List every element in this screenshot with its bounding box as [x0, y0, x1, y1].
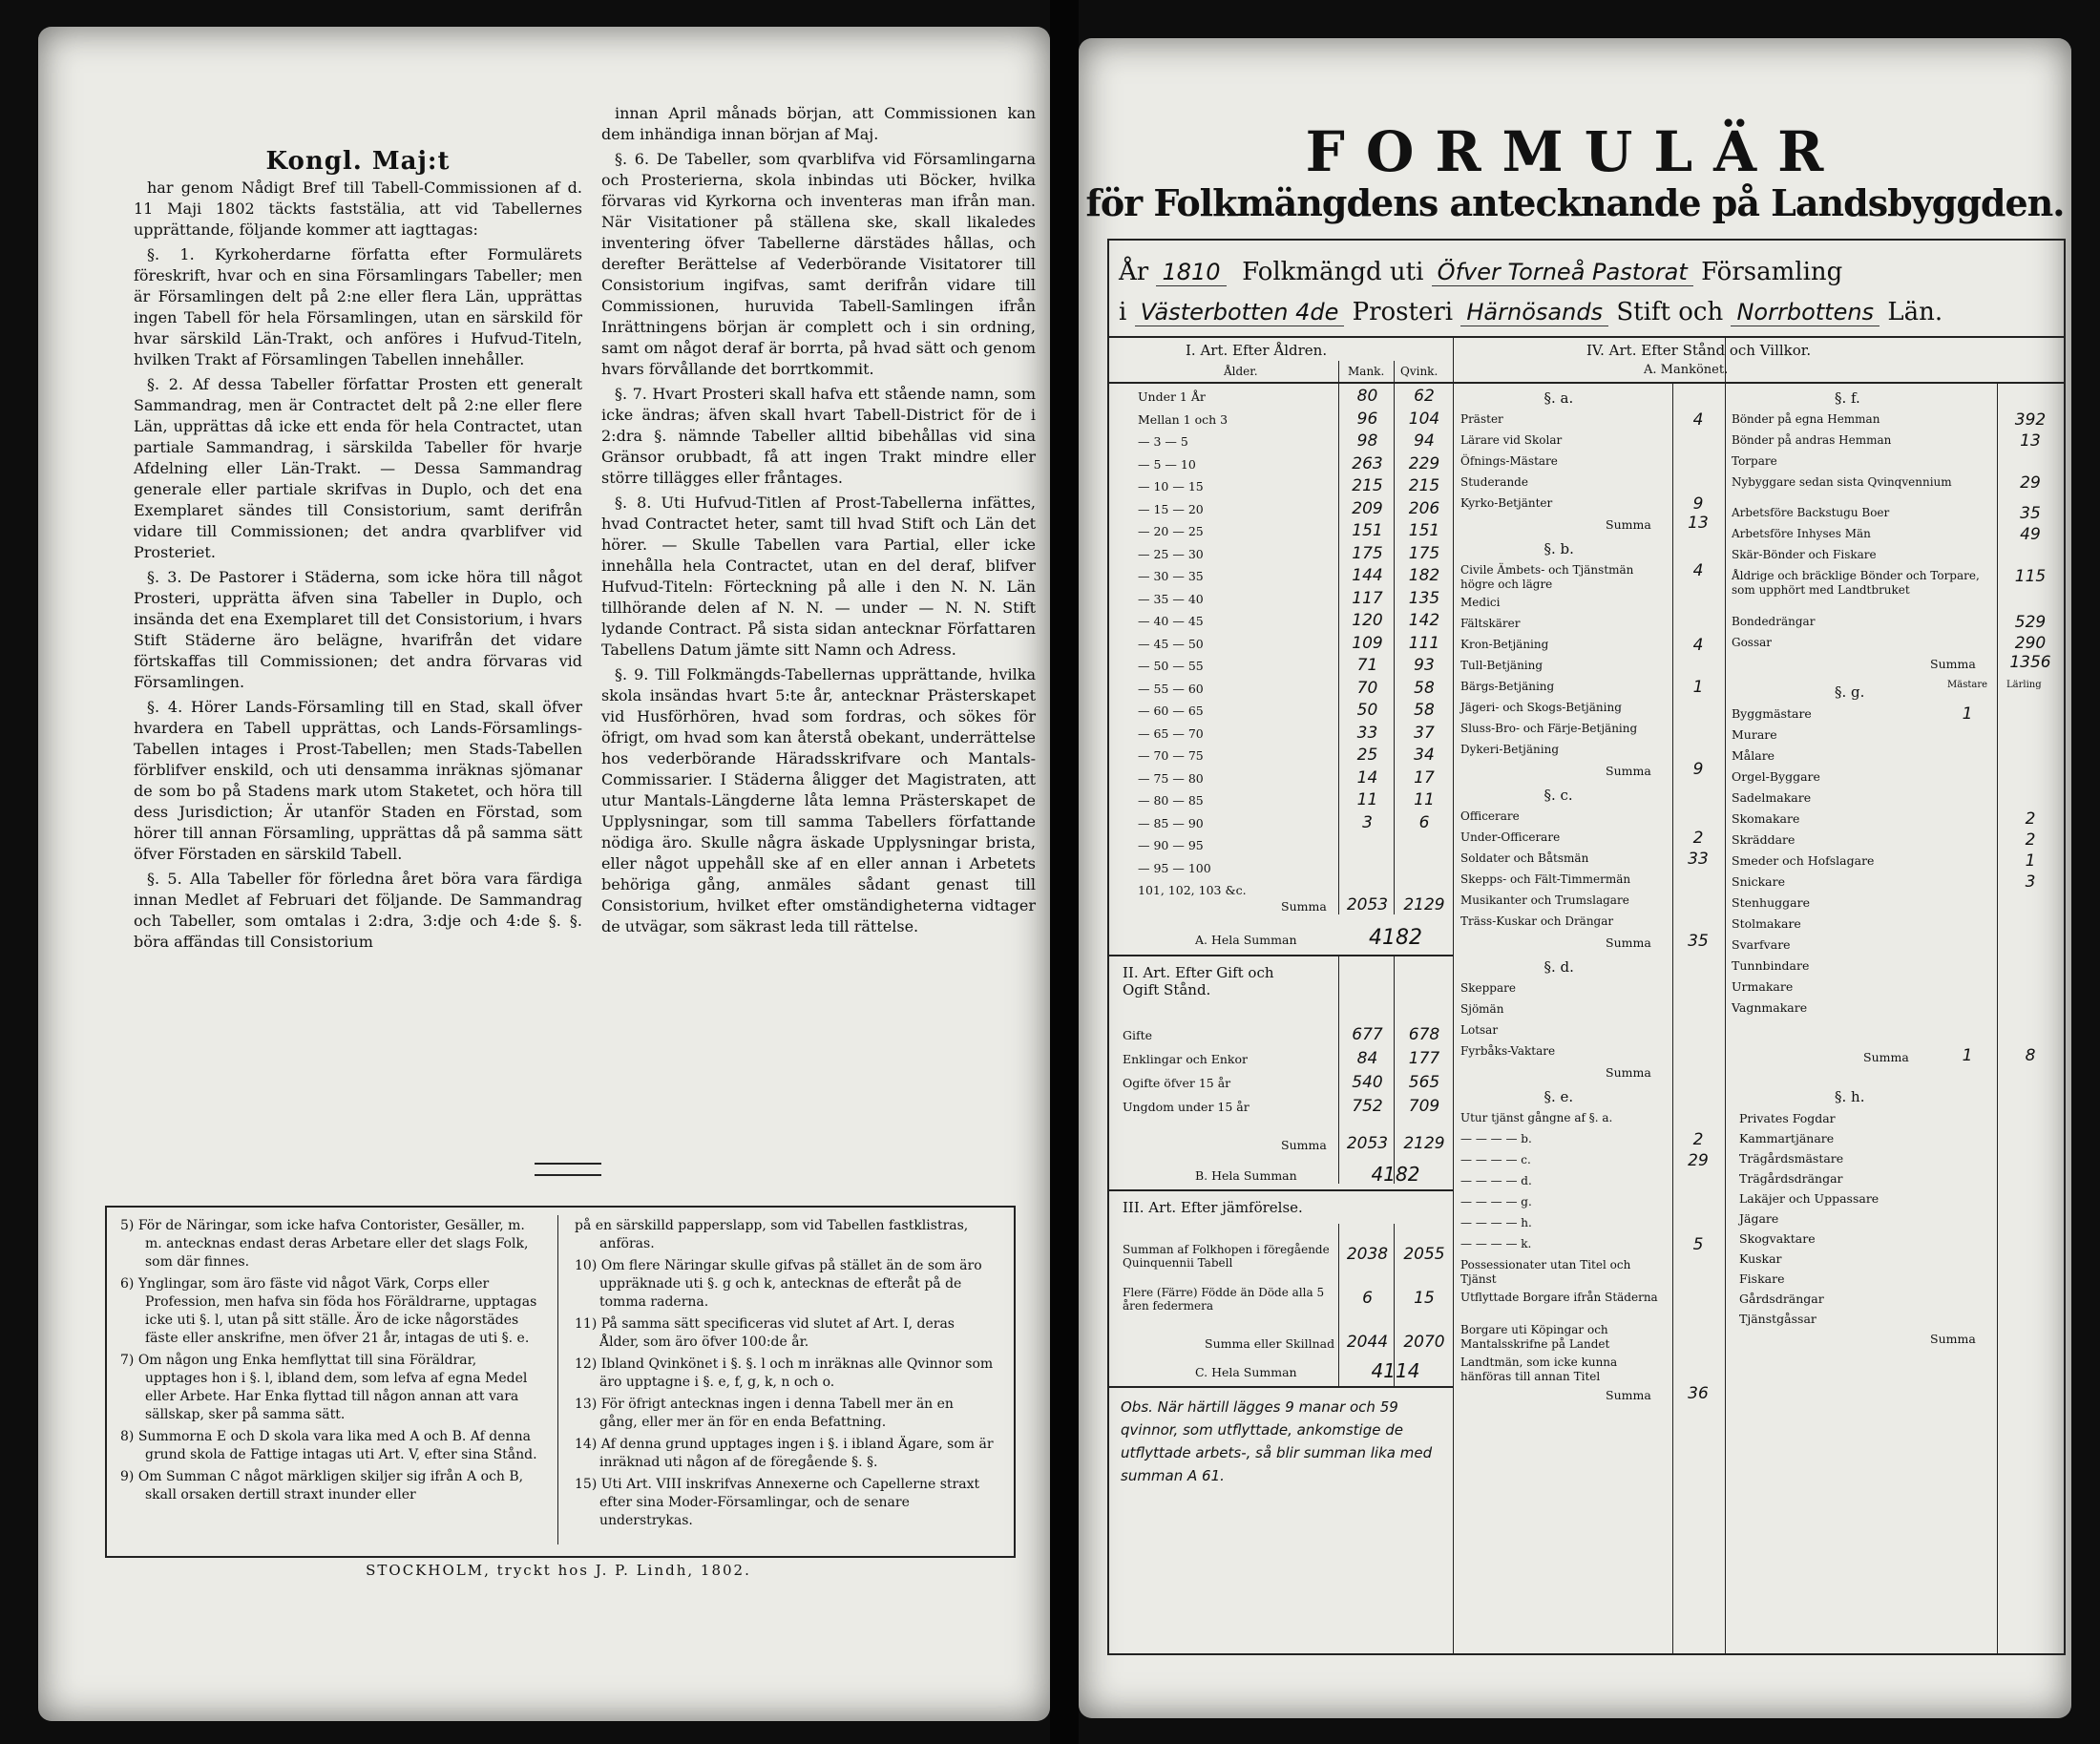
age-row-label: — 20 — 25: [1138, 524, 1204, 538]
col-header-man: Mank.: [1348, 365, 1385, 378]
art2-hela-label: B. Hela Summan: [1195, 1168, 1297, 1183]
parish-value: Öfver Torneå Pastorat: [1432, 259, 1693, 286]
stand-row-label: Skepps- och Fält-Timmermän: [1460, 872, 1631, 886]
age-row-qvin: 62: [1414, 387, 1435, 406]
left-page: [38, 27, 1050, 1721]
paragraph: §. 5. Alla Tabeller för förledna året böra vara färdiga innan Medlet af Februari det följande. De Sammandrag och Tabeller, som omtalas i 2:dra, 3:dje och 4:de §. §. böra affändas till Consistorium: [134, 870, 582, 951]
summa-value: 1356: [2009, 653, 2051, 672]
art1-summa-qvin: 2129: [1403, 895, 1445, 914]
civil-row-qvin: 177: [1408, 1049, 1440, 1068]
service-row-label: Kuskar: [1739, 1251, 1782, 1266]
civil-row-man: 84: [1356, 1049, 1378, 1068]
page-heading: Kongl. Maj:t: [265, 147, 451, 176]
age-row-man: 117: [1352, 588, 1383, 608]
summa-label: Summa: [1606, 517, 1651, 532]
craft-row-label: Målare: [1732, 748, 1775, 763]
craft-row-label: Sadelmakare: [1732, 790, 1812, 805]
stand-row-label: Civile Ämbets- och Tjänstmän högre och lägre: [1460, 563, 1634, 591]
book-gutter: [1050, 0, 1079, 1744]
age-row-man: 33: [1356, 723, 1378, 743]
civil-row-qvin: 565: [1408, 1073, 1440, 1092]
art2-title: II. Art. Efter Gift och Ogift Stånd.: [1123, 964, 1274, 998]
stand-row-label: Bondedrängar: [1732, 615, 1816, 628]
art3-summa-label: Summa eller Skillnad: [1205, 1336, 1335, 1351]
stand-row-label: Soldater och Båtsmän: [1460, 851, 1589, 865]
civil-row-label: Ogifte öfver 15 år: [1123, 1076, 1231, 1090]
age-row-man: 50: [1356, 701, 1378, 720]
age-row-label: — 15 — 20: [1138, 501, 1204, 516]
civil-row-label: Ungdom under 15 år: [1123, 1100, 1250, 1114]
column-rule: [1394, 955, 1395, 1184]
summa-label: Summa: [1930, 657, 1976, 671]
age-row-label: — 55 — 60: [1138, 681, 1204, 696]
age-row-qvin: 206: [1408, 498, 1440, 518]
craft-row-label: Svarfvare: [1732, 937, 1791, 952]
stift-label: Stift och: [1616, 298, 1724, 326]
stand-row-label: Kron-Betjäning: [1460, 638, 1549, 651]
stand-row-label: Fyrbåks-Vaktare: [1460, 1044, 1556, 1058]
stift-value: Härnösands: [1460, 299, 1608, 326]
stand-row-label: Bärgs-Betjäning: [1460, 680, 1555, 693]
service-row-label: Tjänstgåssar: [1739, 1312, 1816, 1326]
stand-row-label: Nybyggare sedan sista Qvinqvennium: [1732, 475, 1952, 489]
age-row-man: 209: [1352, 498, 1383, 518]
stand-row-value: 4: [1692, 561, 1704, 580]
age-row-label: 101, 102, 103 &c.: [1138, 883, 1247, 897]
column-rule: [1394, 361, 1395, 914]
service-row-label: Fiskare: [1739, 1271, 1785, 1286]
stand-row-value: 9: [1692, 494, 1704, 514]
section-title: §. g.: [1835, 683, 1865, 701]
service-row-label: Trägårdsmästare: [1739, 1151, 1844, 1166]
age-row-label: — 50 — 55: [1138, 659, 1204, 673]
section-title: §. a.: [1544, 389, 1574, 407]
craft-row-larling: 2: [2025, 830, 2036, 850]
form-subtitle: för Folkmängdens antecknande på Landsbyggden.: [1085, 181, 2065, 224]
text-column-left: [134, 147, 582, 956]
stand-row-value: 529: [2014, 613, 2047, 632]
craft-row-label: Smeder och Hofslagare: [1732, 853, 1875, 868]
stand-row-label: — — — — c.: [1460, 1153, 1531, 1166]
age-row-qvin: 229: [1408, 453, 1440, 473]
note-item: 7) Om någon ung Enka hemflyttat till sina Föräldrar, upptages hon i §. l, ibland dem, som lefva af egna Medel eller Arbete. Har Enka flyttad till någon annan att vara sällskap, sker på samma sätt.: [120, 1353, 528, 1422]
stand-row-label: — — — — k.: [1460, 1237, 1532, 1250]
craft-row-label: Murare: [1732, 727, 1777, 742]
prosteri-label: Prosteri: [1352, 298, 1454, 326]
art3-hela-label: C. Hela Summan: [1195, 1365, 1297, 1379]
art3-row1-label: Summan af Folkhopen i föregående Quinquennii Tabell: [1123, 1243, 1330, 1270]
art1-hela-value: 4182: [1369, 926, 1422, 950]
stand-row-value: 1: [1692, 678, 1704, 697]
civil-row-man: 677: [1352, 1025, 1383, 1044]
art1-summa-man: 2053: [1346, 895, 1389, 914]
stand-row-label: Torpare: [1732, 454, 1777, 468]
paragraph: §. 9. Till Folkmängds-Tabellernas upprättande, hvilka skola insändas hvart 5:te år, antecknar Prästerskapet vid Husförhören, hvad som fordras, och sökes för öfrigt, om hvad som kan återstå obekant, underrättelse hos vederbörande Häradsskrifvare och Mantals-Commissarier. I Städerna åligger det Magistraten, att utur Mantals-Längderne låta lemna Prästerskapet de Upplysningar, som till samma Tabellers författande nödiga äro. Skulle några äskade Upplysningar brista, eller något uppehåll ske af en eller annan i Arbetets behöriga gång, anmäles sådant genast till Consistorium, hvilket efter omständigheterna vidtager de utvägar, som säkrast leda till rättelse.: [601, 665, 1036, 935]
art2-summa-label: Summa: [1281, 1138, 1327, 1152]
summa-value: 35: [1688, 932, 1709, 951]
age-row-label: — 30 — 35: [1138, 569, 1204, 583]
note-item: 8) Summorna E och D skola vara lika med A och B. Af denna grund skola de Fattige intagas uti Art. V, efter sina Stånd.: [120, 1429, 537, 1462]
notes-column-right: [575, 1217, 995, 1534]
service-row-label: Kammartjänare: [1739, 1131, 1835, 1145]
age-row-label: — 85 — 90: [1138, 815, 1204, 830]
col-header-qvin: Qvink.: [1400, 365, 1438, 378]
stand-row-label: Fältskärer: [1460, 617, 1521, 630]
paragraph: innan April månads början, att Commissionen kan dem inhändiga innan början af Maj.: [601, 104, 1036, 143]
stand-row-value: 29: [1688, 1151, 1709, 1170]
art4-title: IV. Art. Efter Stånd och Villkor.: [1586, 342, 1812, 359]
stand-row-value: 5: [1692, 1235, 1704, 1254]
age-row-man: 25: [1356, 746, 1378, 765]
col-header-larling: Lärling: [2006, 680, 2042, 690]
section-title: §. d.: [1544, 958, 1574, 976]
stand-row-label: Sjömän: [1460, 1002, 1504, 1016]
age-row-qvin: 135: [1408, 588, 1440, 608]
prosteri-value: Västerbotten 4de: [1135, 299, 1345, 326]
handwritten-note: Obs. När härtill lägges 9 manar och 59 qvinnor, som utflyttade, ankomstige de utflyttade arbets-, så blir summan lika med summan A 61.: [1121, 1398, 1433, 1484]
age-row-label: Mellan 1 och 3: [1138, 411, 1228, 427]
craft-row-label: Tunnbindare: [1732, 958, 1810, 973]
civil-row-label: Enklingar och Enkor: [1123, 1052, 1248, 1066]
stand-row-label: Musikanter och Trumslagare: [1460, 893, 1629, 907]
stand-row-label: Kyrko-Betjänter: [1460, 496, 1553, 510]
note-item: 6) Ynglingar, som äro fäste vid något Värk, Corps eller Profession, men hafva sin föda hos Föräldrarne, upptagas icke uti §. l, utan på sitt ställe. Äro de icke någorstädes fäste eller anskrifne, men öfver 21 år, intagas de uti §. e.: [120, 1276, 537, 1346]
craft-row-label: Vagnmakare: [1732, 1000, 1808, 1015]
civil-row-qvin: 678: [1408, 1025, 1440, 1044]
age-row-man: 98: [1356, 431, 1378, 451]
i-label: i: [1119, 298, 1127, 326]
column-rule: [1453, 336, 1454, 1653]
age-row-qvin: 215: [1408, 476, 1440, 495]
form-header-line-2: [1119, 298, 2054, 326]
civil-row-qvin: 709: [1408, 1097, 1440, 1116]
stand-row-label: Sluss-Bro- och Färje-Betjäning: [1460, 722, 1638, 735]
stand-row-value: 290: [2014, 634, 2047, 653]
stand-row-label: Präster: [1460, 412, 1503, 426]
age-row-label: — 60 — 65: [1138, 704, 1204, 718]
age-row-qvin: 17: [1414, 767, 1435, 788]
age-row-man: 109: [1352, 633, 1383, 653]
age-row-label: — 95 — 100: [1138, 860, 1211, 875]
stand-row-label: Lärare vid Skolar: [1460, 433, 1563, 447]
age-row-label: — 80 — 85: [1138, 793, 1204, 808]
service-row-label: Gårdsdrängar: [1739, 1292, 1824, 1306]
age-row-qvin: 37: [1414, 723, 1435, 743]
age-row-man: 151: [1352, 521, 1383, 540]
note-item: 12) Ibland Qvinkönet i §. §. l och m inräknas alle Qvinnor som äro upptagne i §. e, f, g, k, n och o.: [575, 1356, 994, 1390]
stand-row-label: Åldrige och bräcklige Bönder och Torpare, som upphört med Landtbruket: [1732, 569, 1980, 597]
art1-summa-label: Summa: [1281, 899, 1327, 914]
art3-row2-man: 6: [1362, 1289, 1373, 1308]
paragraph: har genom Nådigt Bref till Tabell-Commissionen af d. 11 Maji 1802 täckts faststälia, att vid Tabellernes upprättande, följande kommer att iagttagas:: [134, 179, 582, 239]
age-row-man: 80: [1356, 387, 1378, 406]
note-item: 11) På samma sätt specificeras vid slutet af Art. I, deras Ålder, som äro öfver 100:de år.: [575, 1316, 955, 1350]
section-title: §. f.: [1835, 389, 1860, 407]
stand-row-label: Landtmän, som icke kunna hänföras till annan Titel: [1460, 1355, 1618, 1383]
column-rule: [1338, 361, 1339, 914]
age-row-qvin: 94: [1414, 431, 1435, 451]
craft-row-label: Stolmakare: [1732, 916, 1801, 931]
age-row-label: — 3 — 5: [1138, 434, 1188, 449]
age-row-man: 120: [1352, 611, 1383, 630]
age-row-qvin: 111: [1408, 633, 1440, 653]
summa-mastare: 1: [1962, 1046, 1973, 1065]
age-row-man: 71: [1356, 656, 1378, 675]
craft-row-label: Skomakare: [1732, 811, 1800, 826]
age-row-qvin: 34: [1414, 746, 1435, 765]
service-row-label: Lakäjer och Uppassare: [1739, 1191, 1880, 1206]
census-form: [1107, 239, 2066, 1655]
note-item: 5) För de Näringar, som icke hafva Contorister, Gesäller, m. m. antecknas endast deras Arbetare eller det slags Folk, som där finnes.: [120, 1218, 529, 1270]
summa-value: 13: [1688, 514, 1709, 533]
notes-divider: [557, 1215, 558, 1544]
stand-row-label: Officerare: [1460, 809, 1520, 823]
age-row-man: 96: [1356, 409, 1378, 429]
age-row-qvin: 93: [1414, 656, 1435, 675]
col-header-alder: Ålder.: [1224, 365, 1258, 378]
craft-row-larling: 2: [2025, 809, 2036, 829]
age-row-label: — 10 — 15: [1138, 479, 1204, 494]
craft-row-label: Orgel-Byggare: [1732, 769, 1820, 784]
art3-hela-value: 4114: [1371, 1359, 1420, 1382]
summa-value: 9: [1692, 760, 1704, 779]
stand-row-label: Medici: [1460, 596, 1501, 609]
age-row-label: — 90 — 95: [1138, 838, 1204, 852]
stand-row-value: 2: [1692, 1130, 1704, 1149]
column-rule: [1997, 382, 1998, 1653]
age-row-label: — 40 — 45: [1138, 614, 1204, 628]
art2-hela-value: 4182: [1371, 1163, 1420, 1186]
column-rule: [1672, 382, 1673, 1653]
stand-row-value: 4: [1692, 410, 1704, 430]
stand-row-label: Gossar: [1732, 636, 1773, 649]
age-row-qvin: 6: [1418, 812, 1430, 832]
age-row-man: 11: [1356, 790, 1378, 809]
age-row-label: Under 1 År: [1138, 389, 1206, 404]
right-page: [1079, 38, 2071, 1718]
age-row-man: 14: [1356, 767, 1378, 788]
section-title: §. b.: [1544, 540, 1574, 557]
column-rule: [1338, 955, 1339, 1184]
paragraph: §. 7. Hvart Prosteri skall hafva ett stående namn, som icke ändras; äfven skall hvart Tabell-District för de i 2:dra §. nämnde Tabeller alltid bibehållas vid sina Gränsor orubbadt, få att ingen Trakt mindre eller större tillägges eller fråntages.: [601, 385, 1036, 487]
stand-row-label: Lotsar: [1460, 1023, 1499, 1037]
age-row-qvin: 142: [1408, 611, 1440, 630]
service-row-label: Privates Fogdar: [1739, 1111, 1836, 1125]
age-row-qvin: 175: [1408, 543, 1440, 563]
stand-row-label: Jägeri- och Skogs-Betjäning: [1460, 701, 1622, 714]
art3-title: III. Art. Efter jämförelse.: [1123, 1199, 1303, 1216]
stand-row-label: Possessionater utan Titel och Tjänst: [1460, 1258, 1631, 1286]
age-row-man: 175: [1352, 543, 1383, 563]
stand-row-value: 13: [2020, 431, 2041, 451]
stand-row-value: 29: [2020, 473, 2041, 493]
age-row-qvin: 58: [1414, 701, 1435, 720]
age-row-qvin: 182: [1408, 566, 1440, 585]
rule: [1109, 1189, 1453, 1191]
stand-row-label: — — — — g.: [1460, 1195, 1532, 1208]
stand-row-label: Under-Officerare: [1460, 830, 1561, 844]
art3-row1-qvin: 2055: [1403, 1245, 1445, 1264]
column-rule: [1338, 1224, 1339, 1386]
stand-row-value: 4: [1692, 636, 1704, 655]
service-row-label: Trägårdsdrängar: [1739, 1171, 1843, 1186]
section-title: §. c.: [1544, 787, 1573, 804]
notes-column-left: [120, 1217, 540, 1508]
stand-row-value: 115: [2014, 567, 2047, 586]
paragraph: §. 1. Kyrkoherdarne författa efter Formulärets föreskrift, hvar och en sina Församlingars Tabeller; men är Församlingen delt på 2:ne eller flera Län, upprättas ingen Tabell för hela Församlingen, utan en särskild för hvar särskild Län-Trakt, och anföres i Hufvud-Titeln, hvilken Trakt af Församlingen Tabellen innehåller.: [134, 245, 582, 368]
stand-row-label: Bönder på egna Hemman: [1732, 412, 1880, 426]
summa-larling: 8: [2025, 1046, 2036, 1065]
column-rule: [1725, 336, 1726, 1653]
note-item: 13) För öfrigt antecknas ingen i denna Tabell mer än en gång, eller mer än för en enda Befattning.: [575, 1397, 954, 1430]
paragraph: §. 2. Af dessa Tabeller författar Prosten ett generalt Sammandrag, men är Contractet delt på 2:ne eller flere Län, upprättas då icke ett enda för hela Contractet, utan partiale Sammandrag, i särskilda Tabeller för hvarje Afdelning eller Län-Trakt. — Dessa Sammandrag generale eller partiale skrifvas in Duplo, och det ena Exemplaret sändes till Consistorium, samt derifrån vidare till Commissionen; det andra qvarblifver vid Prosteriet.: [134, 375, 582, 561]
art3-row1-man: 2038: [1346, 1245, 1389, 1264]
art2-summa-man: 2053: [1346, 1134, 1389, 1153]
printer-imprint: STOCKHOLM, tryckt hos J. P. Lindh, 1802.: [366, 1562, 751, 1579]
summa-label: Summa: [1863, 1050, 1909, 1064]
art3-row2-label: Flere (Färre) Födde än Döde alla 5 åren federmera: [1123, 1286, 1325, 1313]
paragraph: §. 6. De Tabeller, som qvarblifva vid Församlingarna och Prosterierna, skola inbindas uti Böcker, hvilka förvaras vid Kyrkorna och inventeras man ifrån man. När Visitationer på ställena ske, skall likaledes inventering öfver Tabellerne därstädes hållas, och derefter Berättelse af Vederbörande Visitatorer till Consistorium ingifvas, samt derifrån vidare till Commissionen, huruvida Tabell-Samlingen ifrån Inrättningens början är complett och i sin ordning, samt om något deraf är borrta, på hvad sätt och genom hvars förvållande det borrtkommit.: [601, 150, 1036, 378]
craft-row-mastare: 1: [1962, 704, 1973, 724]
stand-row-label: Öfnings-Mästare: [1460, 454, 1558, 468]
paragraph: §. 3. De Pastorer i Städerna, som icke höra till något Prosteri, upprätta äfven sina Tabeller in Duplo, och insända det ena Exemplaret till det Consistorium, i hvars Stift Städerne äro belägne, hvarifrån det vidare förtskaffas till Commissionen; det andra förvaras vid Församlingen.: [134, 568, 582, 691]
section-title: §. h.: [1835, 1088, 1865, 1105]
age-row-qvin: 11: [1414, 790, 1435, 809]
stand-row-label: Dykeri-Betjäning: [1460, 743, 1559, 756]
stand-row-label: Utur tjänst gångne af §. a.: [1460, 1111, 1613, 1124]
stand-row-label: Borgare uti Köpingar och Mantalsskrifne på Landet: [1460, 1323, 1610, 1351]
art4-subtitle: A. Mankönet.: [1644, 363, 1729, 377]
age-row-qvin: 151: [1408, 521, 1440, 540]
note-item: 9) Om Summan C något märkligen skiljer sig ifrån A och B, skall orsaken dertill straxt inunder eller: [120, 1469, 524, 1502]
age-row-man: 144: [1352, 566, 1383, 585]
lan-label: Län.: [1887, 298, 1943, 326]
craft-row-label: Stenhuggare: [1732, 895, 1810, 910]
age-row-label: — 75 — 80: [1138, 770, 1204, 786]
age-row-label: — 5 — 10: [1138, 456, 1196, 472]
age-row-qvin: 104: [1408, 409, 1440, 429]
stand-row-label: Träss-Kuskar och Drängar: [1460, 914, 1614, 928]
rule: [1109, 336, 2064, 338]
art1-hela-label: A. Hela Summan: [1195, 933, 1297, 947]
col-header-mastare: Mästare: [1947, 680, 1988, 690]
art2-summa-qvin: 2129: [1403, 1134, 1445, 1153]
folkmangd-label: Folkmängd uti: [1242, 258, 1424, 286]
civil-row-man: 752: [1352, 1097, 1383, 1116]
stand-row-label: — — — — h.: [1460, 1216, 1532, 1229]
text-column-right: [601, 103, 1036, 941]
craft-row-larling: 3: [2025, 872, 2036, 892]
service-row-label: Jägare: [1739, 1211, 1779, 1226]
summa-label: Summa: [1606, 1388, 1651, 1402]
stand-row-label: Skeppare: [1460, 981, 1516, 995]
age-row-man: 215: [1352, 476, 1383, 495]
stand-row-label: Skär-Bönder och Fiskare: [1732, 548, 1877, 561]
age-row-label: — 65 — 70: [1138, 725, 1204, 741]
form-title: FORMULÄR: [1305, 119, 1845, 184]
paragraph: §. 8. Uti Hufvud-Titlen af Prost-Tabellerna infättes, hvad Contractet heter, samt till hvad Stift och Län det hörer. — Skulle Tabellen vara Partial, eller icke innehålla hela Contractet, utan en del deraf, blifver Hufvud-Titeln: Förteckning på alle i den N. N. Län tillhörande delen af N. N. — under — N. N. Stift lydande Contract. På sista sidan antecknar Författaren Tabellens Datum jämte sitt Namn och Adress.: [601, 494, 1036, 659]
form-header-line-1: [1119, 258, 2054, 286]
art3-summa-man: 2044: [1346, 1333, 1389, 1352]
age-row-man: 3: [1362, 812, 1373, 832]
stand-row-value: 2: [1692, 829, 1704, 848]
craft-row-label: Urmakare: [1732, 979, 1794, 994]
art3-row2-qvin: 15: [1414, 1289, 1435, 1308]
age-row-label: — 35 — 40: [1138, 591, 1204, 606]
note-item: 10) Om flere Näringar skulle gifvas på stället än de som äro uppräknade uti §. g och k, antecknas de efteråt på de tomma raderna.: [575, 1258, 982, 1310]
civil-row-man: 540: [1352, 1073, 1383, 1092]
stand-row-value: 35: [2020, 504, 2041, 523]
section-title: §. e.: [1544, 1088, 1574, 1105]
craft-row-larling: 1: [2025, 851, 2036, 871]
service-row-label: Skogvaktare: [1739, 1231, 1816, 1246]
summa-value: 36: [1688, 1384, 1709, 1403]
stand-row-label: — — — — d.: [1460, 1174, 1532, 1187]
stand-row-label: — — — — b.: [1460, 1132, 1532, 1145]
craft-row-label: Snickare: [1732, 874, 1786, 889]
note-item: 15) Uti Art. VIII inskrifvas Annexerne och Capellerne straxt efter sina Moder-Församlingar, och de senare understrykas.: [575, 1477, 980, 1528]
stand-row-value: 392: [2014, 410, 2047, 430]
art1-title: I. Art. Efter Åldren.: [1186, 342, 1328, 359]
age-row-label: — 45 — 50: [1138, 636, 1204, 651]
age-row-label: — 25 — 30: [1138, 546, 1204, 561]
rule: [1453, 382, 2064, 384]
stand-row-label: Arbetsföre Inhyses Män: [1732, 527, 1871, 540]
year-label: År: [1119, 258, 1149, 286]
stand-row-label: Arbetsföre Backstugu Boer: [1732, 506, 1890, 519]
stand-row-label: Tull-Betjäning: [1460, 659, 1544, 672]
rule: [1109, 1386, 1453, 1388]
craft-row-label: Byggmästare: [1732, 706, 1812, 721]
forsamling-label: Församling: [1701, 258, 1843, 286]
civil-row-label: Gifte: [1123, 1028, 1153, 1042]
ornament-divider: [535, 1163, 601, 1176]
stand-row-value: 49: [2020, 525, 2041, 544]
art3-summa-qvin: 2070: [1403, 1333, 1445, 1352]
stand-row-label: Studerande: [1460, 475, 1528, 489]
note-item: på en särskilld papperslapp, som vid Tabellen fastklistras, anföras.: [575, 1218, 969, 1251]
rule: [1109, 955, 1453, 956]
notes-box: [105, 1206, 1016, 1558]
year-value: 1810: [1156, 259, 1226, 286]
rule: [1109, 382, 1453, 384]
summa-label: Summa: [1606, 1065, 1651, 1080]
age-row-qvin: 58: [1414, 678, 1435, 698]
age-row-man: 70: [1356, 678, 1378, 698]
stand-row-value: 33: [1688, 850, 1709, 869]
age-row-man: 263: [1352, 453, 1383, 473]
summa-label: Summa: [1930, 1332, 1976, 1346]
stand-row-label: Utflyttade Borgare ifrån Städerna: [1460, 1291, 1658, 1304]
note-item: 14) Af denna grund upptages ingen i §. i ibland Ägare, som är inräknad uti någon af de föregående §. §.: [575, 1437, 994, 1470]
summa-label: Summa: [1606, 935, 1651, 950]
paragraph: §. 4. Hörer Lands-Församling till en Stad, skall öfver hvardera en Tabell upprättas, och Lands-Församlings-Tabellen intages i Prost-Tabellen; men Stads-Tabellen förblifver enskild, och uti densamma inräknas sjömanar de som bo på Stadens mark utom Staketet, och höra till dess Jurisdiction; Är utanför Staden en Förstad, som hörer till annan Församling, upprättas då på samma sätt öfver Förstaden en särskild Tabell.: [134, 698, 582, 863]
age-row-label: — 70 — 75: [1138, 748, 1204, 763]
lan-value: Norrbottens: [1731, 299, 1880, 326]
summa-label: Summa: [1606, 764, 1651, 778]
craft-row-label: Skräddare: [1732, 832, 1796, 847]
stand-row-label: Bönder på andras Hemman: [1732, 433, 1892, 447]
